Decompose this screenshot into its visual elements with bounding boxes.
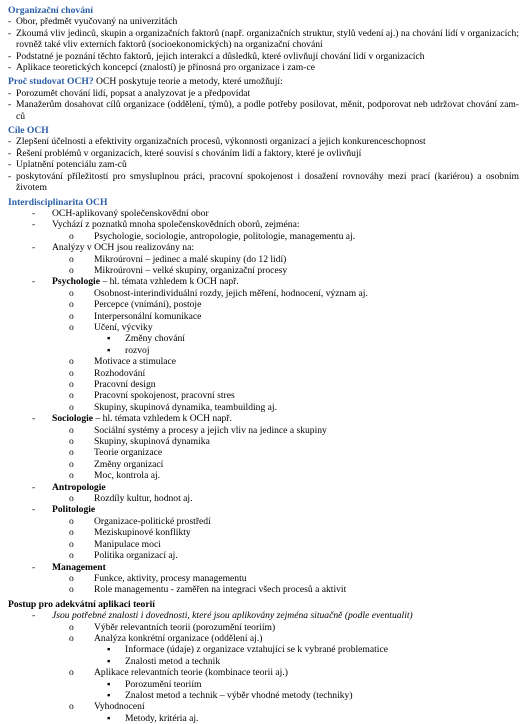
- dash-bullet: -: [8, 99, 12, 111]
- list-item: o Rozhodování: [69, 367, 146, 379]
- list-item: o Percepce (vnímání), postoje: [69, 299, 202, 311]
- list-item: o Výběr relevantních teorii (porozumění teoriím): [69, 621, 276, 633]
- dash-bullet: -: [8, 16, 12, 28]
- circle-bullet: o: [69, 632, 74, 644]
- list-item: o Mikroúrovni – velké skupiny, organizační procesy: [69, 264, 288, 276]
- circle-bullet: o: [69, 264, 74, 276]
- list-item: o Meziskupinové konflikty: [69, 527, 191, 539]
- square-bullet: ▪: [107, 712, 111, 724]
- list-item: o Skupiny, skupinová dynamika: [69, 436, 210, 448]
- list-item: ▪ rozvoj: [107, 344, 150, 356]
- list-item: ▪ Znalost metod a technik – výběr vhodné metody (techniky): [107, 689, 353, 701]
- dash-bullet: -: [32, 276, 36, 288]
- list-item: o Moc, kontrola aj.: [69, 470, 161, 482]
- circle-bullet: o: [69, 584, 74, 596]
- circle-bullet: o: [69, 527, 74, 539]
- circle-bullet: o: [69, 379, 74, 390]
- list-item: o Skupiny, skupinová dynamika, teambuilding aj.: [69, 401, 277, 413]
- list-item: - Uplatnění potenciálu zam-ců: [8, 159, 127, 171]
- circle-bullet: o: [69, 470, 74, 482]
- list-item-management: - Management: [32, 561, 106, 573]
- circle-bullet: o: [69, 287, 74, 299]
- list-item-politologie: - Politologie: [32, 504, 96, 516]
- circle-bullet: o: [69, 401, 74, 413]
- dash-bullet: -: [8, 136, 12, 148]
- dash-bullet: -: [32, 561, 36, 573]
- circle-bullet: o: [69, 493, 74, 505]
- dash-bullet: -: [32, 207, 36, 219]
- circle-bullet: o: [69, 701, 74, 713]
- dash-bullet: -: [32, 610, 36, 622]
- circle-bullet: o: [69, 367, 74, 379]
- list-item: o Interpersonální komunikace: [69, 310, 202, 322]
- circle-bullet: o: [69, 572, 74, 584]
- list-item: - Podstatné je poznání těchto faktorů, jejich interakcí a důsledků, které ovlivňují chování lidí v organizacích: [8, 50, 425, 62]
- square-bullet: ▪: [107, 344, 111, 356]
- circle-bullet: o: [69, 447, 74, 459]
- circle-bullet: o: [69, 515, 74, 527]
- list-item: o Motivace a stimulace: [69, 356, 177, 368]
- list-item: ▪ Znalosti metod a technik: [107, 655, 221, 667]
- list-item: - Obor, předmět vyučovaný na univerzitách: [8, 16, 178, 28]
- list-item-sociologie: - Sociologie – hl. témata vzhledem k OCH např.: [32, 413, 232, 425]
- list-item: - poskytování příležitostí pro smysluplnou práci, pracovní spokojenost i dosažení rovnováhy mezi prací (kariérou) a osobním životem: [8, 170, 519, 194]
- list-item: o Funkce, aktivity, procesy managementu: [69, 572, 247, 584]
- circle-bullet: o: [69, 621, 74, 633]
- list-item: o Rozdíly kultur, hodnot aj.: [69, 493, 193, 505]
- dash-bullet: -: [32, 481, 36, 493]
- list-item: o Analýza konkrétní organizace (oddělení aj.): [69, 632, 263, 644]
- list-item-psychologie: - Psychologie – hl. témata vzhledem k OCH např.: [32, 276, 239, 288]
- dash-bullet: -: [8, 159, 12, 171]
- circle-bullet: o: [69, 424, 74, 436]
- heading-proc-studovat: Proč studovat OCH? OCH poskytuje teorie a metody, které umožňují:: [8, 76, 283, 88]
- list-item: o Role managementu - zaměřen na integraci všech procesů a aktivit: [69, 584, 347, 596]
- square-bullet: ▪: [107, 644, 111, 656]
- list-item: - Analýzy v OCH jsou realizovány na:: [32, 242, 195, 254]
- dash-bullet: -: [32, 413, 36, 425]
- circle-bullet: o: [69, 230, 74, 242]
- list-item: o Sociální systémy a procesy a jejich vliv na jedince a skupiny: [69, 424, 327, 436]
- list-item: o Pracovní spokojenost, pracovní stres: [69, 390, 235, 402]
- dash-bullet: -: [8, 170, 12, 182]
- list-item: ▪ Informace (údaje) z organizace vztahující se k vybrané problematice: [107, 644, 388, 656]
- dash-bullet: -: [8, 50, 12, 62]
- list-item: - Řešení problémů v organizacích, které souvisí s chováním lidí a faktory, které je ovlivňují: [8, 147, 362, 159]
- circle-bullet: o: [69, 310, 74, 322]
- list-item: o Organizace-politické prostředí: [69, 515, 211, 527]
- heading-interdisciplinarita: Interdisciplinarita OCH: [8, 196, 108, 208]
- list-item: - Zlepšení účelnosti a efektivity organizačních procesů, výkonnosti organizací a jejich konkurenceschopnost: [8, 136, 426, 148]
- list-item: - OCH-aplikovaný společenskovědní obor: [32, 207, 209, 219]
- circle-bullet: o: [69, 436, 74, 448]
- list-item: o Osobnost-interindividuální rozdy, jejich měření, hodnocení, význam aj.: [69, 287, 368, 299]
- list-item: o Učení, výcviky: [69, 321, 153, 333]
- circle-bullet: o: [69, 390, 74, 402]
- list-item: o Vyhodnocení: [69, 701, 145, 713]
- list-item: o Aplikace relevantních teorie (kombinace teorii aj.): [69, 667, 288, 679]
- square-bullet: ▪: [107, 333, 111, 345]
- list-item: - Jsou potřebné znalosti i dovednosti, které jsou aplikovány zejména situačně (podle eventualit): [32, 610, 413, 622]
- list-item: o Změny organizací: [69, 458, 164, 470]
- circle-bullet: o: [69, 550, 74, 562]
- dash-bullet: -: [8, 147, 12, 159]
- list-item: - Zkoumá vliv jedinců, skupin a organizačních faktorů (např. organizačních struktur, stylů vedení aj.) na chování lidí v organizacích; rovněž také vliv externích faktorů (socioekonomických) na organizační chování: [8, 27, 519, 51]
- list-item: o Teorie organizace: [69, 447, 163, 459]
- circle-bullet: o: [69, 253, 74, 265]
- circle-bullet: o: [69, 356, 74, 368]
- circle-bullet: o: [69, 667, 74, 679]
- list-item: ▪ Změny chování: [107, 333, 185, 345]
- list-item: ▪ Porozumění teoriím: [107, 678, 202, 690]
- dash-bullet: -: [32, 504, 36, 516]
- circle-bullet: o: [69, 458, 74, 470]
- dash-bullet: -: [8, 27, 12, 39]
- list-item: - Porozumět chování lidí, popsat a analyzovat je a předpovídat: [8, 87, 251, 99]
- square-bullet: ▪: [107, 689, 111, 701]
- list-item: - Vychází z poznatků mnoha společenskovědních oborů, zejména:: [32, 219, 300, 231]
- dash-bullet: -: [8, 87, 12, 99]
- dash-bullet: -: [8, 62, 12, 74]
- circle-bullet: o: [69, 321, 74, 333]
- dash-bullet: -: [32, 242, 36, 254]
- list-item: o Psychologie, sociologie, antropologie, politologie, managementu aj.: [69, 230, 356, 242]
- circle-bullet: o: [69, 299, 74, 311]
- circle-bullet: o: [69, 538, 74, 550]
- list-item: o Pracovní design: [69, 379, 156, 390]
- square-bullet: ▪: [107, 678, 111, 690]
- list-item: - Manažerům dosahovat cílů organizace (oddělení, týmů), a podle potřeby posilovat, měnit, podporovat neb udržovat chování zam-ců: [8, 99, 519, 122]
- list-item: o Politika organizací aj.: [69, 550, 178, 562]
- dash-bullet: -: [32, 219, 36, 231]
- list-item: o Mikroúrovni – jedinec a malé skupiny (do 12 lidí): [69, 253, 287, 265]
- heading-organizacni-chovani: Organizační chování: [8, 5, 94, 16]
- list-item: o Manipulace moci: [69, 538, 161, 550]
- heading-cile-och: Cíle OCH: [8, 125, 49, 137]
- list-item: ▪ Metody, kritéria aj.: [107, 712, 199, 724]
- heading-postup: Postup pro adekvátní aplikaci teorií: [8, 598, 155, 610]
- list-item: - Aplikace teoretických koncepcí (znalostí) je přínosná pro organizace i zam-ce: [8, 62, 315, 74]
- list-item-antropologie: - Antropologie: [32, 481, 106, 493]
- square-bullet: ▪: [107, 655, 111, 667]
